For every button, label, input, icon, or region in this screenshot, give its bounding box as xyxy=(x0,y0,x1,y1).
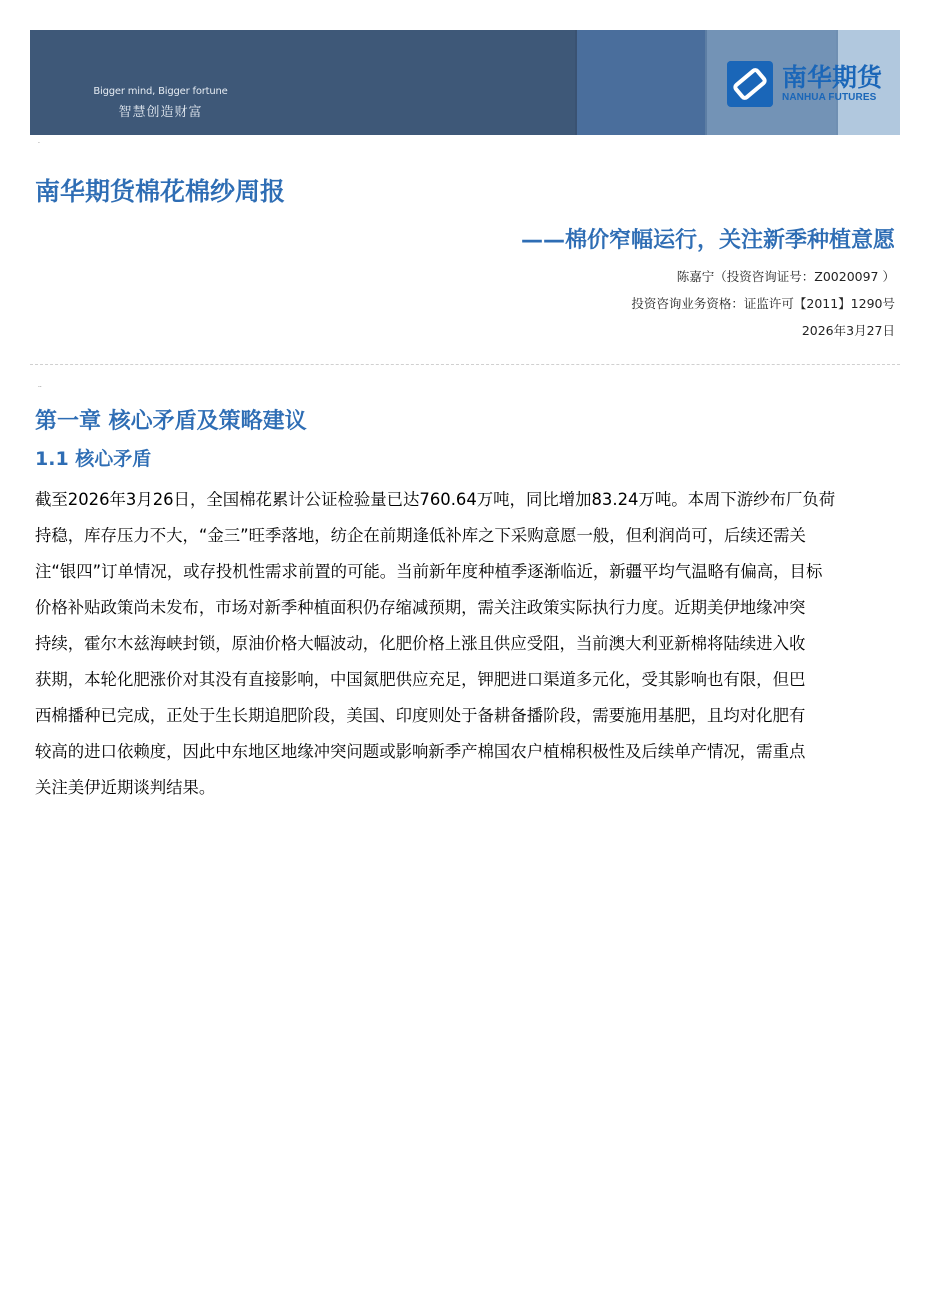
logo-chinese-name: 南华期货 xyxy=(782,63,883,92)
report-title: 南华期货棉花棉纱周报 xyxy=(35,177,286,206)
slogan-english: Bigger mind, Bigger fortune xyxy=(93,86,228,97)
paragraph-line: 获期，本轮化肥涨价对其没有直接影响，中国氮肥供应充足，钾肥进口渠道多元化，受其影响也有限，但巴 xyxy=(35,670,806,689)
company-logo xyxy=(727,61,882,107)
core-conflict-paragraph xyxy=(35,482,895,806)
slogan xyxy=(88,86,233,120)
author-info: 陈嘉宁（投资咨询证号：Z0020097 ） xyxy=(676,269,895,284)
paragraph-line: 截至2026年3月26日，全国棉花累计公证检验量已达760.64万吨，同比增加83.24万吨。本周下游纱布厂负荷 xyxy=(35,490,836,509)
paragraph-line: 较高的进口依赖度，因此中东地区地缘冲突问题或影响新季产棉国农户植棉积极性及后续单产情况，需重点 xyxy=(35,742,806,761)
paragraph-line: 关注美伊近期谈判结果。 xyxy=(35,778,216,797)
section-heading: 1.1 核心矛盾 xyxy=(35,448,152,470)
paragraph-line: 西棉播种已完成，正处于生长期追肥阶段，美国、印度则处于备耕备播阶段，需要施用基肥，且均对化肥有 xyxy=(35,706,806,725)
chapter-heading: 第一章 核心矛盾及策略建议 xyxy=(35,409,307,434)
paragraph-line: 持续，霍尔木兹海峡封锁，原油价格大幅波动，化肥价格上涨且供应受阻，当前澳大利亚新棉将陆续进入收 xyxy=(35,634,806,653)
format-mark: ·· xyxy=(38,384,42,391)
banner-band-mid xyxy=(575,30,705,135)
report-subtitle: ——棉价窄幅运行，关注新季种植意愿 xyxy=(520,228,895,253)
slogan-chinese: 智慧创造财富 xyxy=(118,105,203,120)
paragraph-line: 注“银四”订单情况，或存投机性需求前置的可能。当前新年度种植季逐渐临近，新疆平均气温略有偏高，目标 xyxy=(35,562,823,581)
paragraph-line: 持稳，库存压力不大，“金三”旺季落地，纺企在前期逢低补库之下采购意愿一般，但利润尚可，后续还需关 xyxy=(35,526,806,545)
logo-english-name: NANHUA FUTURES xyxy=(782,92,877,103)
dashed-divider xyxy=(30,364,900,365)
format-mark: · xyxy=(38,140,40,147)
report-date: 2026年3月27日 xyxy=(801,323,895,338)
paragraph-line: 价格补贴政策尚未发布，市场对新季种植面积仍存缩减预期，需关注政策实际执行力度。近期美伊地缘冲突 xyxy=(35,598,806,617)
license-info: 投资咨询业务资格：证监许可【2011】1290号 xyxy=(631,296,895,311)
nanhua-logo-icon xyxy=(727,61,773,107)
header-banner xyxy=(30,30,900,135)
